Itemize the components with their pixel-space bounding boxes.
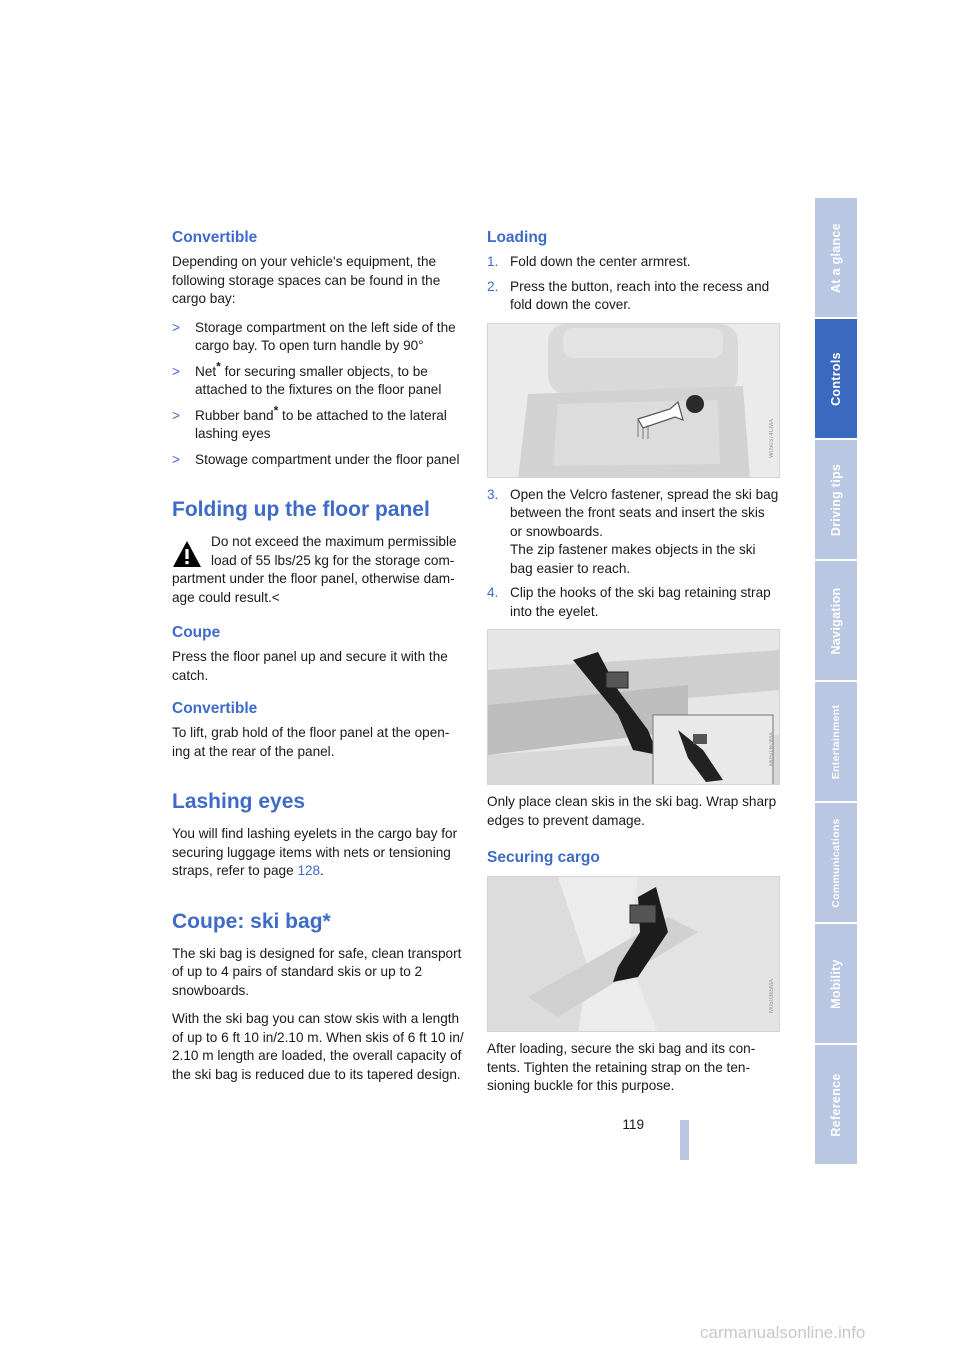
bullet-text: Stowage compartment under the floor panel <box>195 451 460 467</box>
securing-heading: Securing cargo <box>487 849 600 866</box>
skibag-p1: The ski bag is designed for safe, clean transport of up to 4 pairs of standard skis or up to 2 snowboards. <box>172 945 462 998</box>
warning-block <box>172 533 464 607</box>
after-text: After loading, secure the ski bag and its con-tents. Tighten the retaining strap on the ten-sioning buckle for this purpose. <box>487 1041 756 1093</box>
warning-icon <box>172 540 202 568</box>
tab-mobility[interactable] <box>815 924 857 1043</box>
warning-text: Do not exceed the maximum permissible load of 55 lbs/25 kg for the storage com- <box>211 534 457 568</box>
watermark: carmanualsonline.info <box>700 1323 866 1342</box>
tab-label: Driving tips <box>829 463 843 536</box>
loading-step <box>487 584 780 621</box>
left-column <box>172 228 464 1094</box>
skibag-p2: With the ski bag you can stow skis with a length of up to 6 ft 10 in/2.10 m. When skis of 6 ft 10 in/ 2.10 m length are loaded, the overall capacity of the ski bag is reduced due to its tapered design. <box>172 1011 464 1082</box>
storage-list-item <box>172 319 464 356</box>
optional-asterisk: * <box>273 402 279 417</box>
convertible2-text: To lift, grab hold of the floor panel at the open-ing at the rear of the panel. <box>172 725 450 759</box>
tab-reference[interactable] <box>815 1045 857 1164</box>
lashing-text <box>172 825 464 881</box>
bullet-text-rest: for securing smaller objects, to be attached to the fixtures on the floor panel <box>195 363 442 397</box>
bullet-text: Net <box>195 363 217 379</box>
chapter-tabs <box>815 198 857 1166</box>
warning-cont: partment under the floor panel, otherwise dam-age could result. <box>172 571 455 605</box>
coupe-text: Press the floor panel up and secure it with the catch. <box>172 649 448 683</box>
bullet-marker: > <box>172 451 180 467</box>
tab-label: At a glance <box>829 222 843 293</box>
buckle-shape <box>606 672 628 688</box>
figure-code: M050363MA <box>769 731 775 766</box>
step-text: Clip the hooks of the ski bag retaining strap into the eyelet. <box>510 585 771 619</box>
armrest-figure <box>487 323 780 478</box>
cargo-illustration <box>488 877 780 1032</box>
tab-entertainment[interactable] <box>815 682 857 801</box>
page-number: 119 <box>622 1117 644 1132</box>
tab-label: Entertainment <box>830 704 842 779</box>
step-text: Open the Velcro fastener, spread the ski bag between the front seats and insert the skis or snowboards. <box>510 486 779 539</box>
clean-text: Only place clean skis in the ski bag. Wrap sharp edges to prevent damage. <box>487 794 777 828</box>
step-text: Press the button, reach into the recess and fold down the cover. <box>510 278 770 312</box>
step-note: The zip fastener makes objects in the ski bag easier to reach. <box>510 542 756 576</box>
cargo-figure <box>487 876 780 1032</box>
lashing-end: . <box>320 863 324 878</box>
convertible-intro: Depending on your vehicle's equipment, the following storage spaces can be found in the cargo bay: <box>172 254 441 306</box>
strap-illustration <box>488 630 780 785</box>
loading-steps-b <box>487 486 780 622</box>
convertible2-heading: Convertible <box>172 700 258 717</box>
step-text: Fold down the center armrest. <box>510 254 691 269</box>
tab-label: Communications <box>830 817 842 908</box>
storage-list <box>172 319 464 470</box>
buckle-shape <box>630 905 656 923</box>
end-marker: < <box>271 589 280 605</box>
optional-asterisk: * <box>216 358 221 373</box>
storage-list-item <box>172 358 464 400</box>
convertible-heading: Convertible <box>172 229 258 246</box>
tab-controls[interactable] <box>815 319 857 438</box>
loading-heading: Loading <box>487 229 548 246</box>
bullet-marker: > <box>172 319 180 335</box>
bullet-text: Storage compartment on the left side of the cargo bay. To open turn handle by 90° <box>195 319 456 353</box>
tab-label: Mobility <box>829 958 843 1009</box>
figure-code: M050365MA <box>769 978 775 1013</box>
bullet-marker: > <box>172 407 180 423</box>
page-bar <box>680 1120 689 1160</box>
folding-heading: Folding up the floor panel <box>172 498 430 521</box>
tab-communications[interactable] <box>815 803 857 922</box>
loading-step <box>487 486 780 579</box>
step-number: 3. <box>487 486 499 502</box>
right-column <box>487 228 780 1106</box>
bullet-text: Rubber band <box>195 407 274 423</box>
tab-at-a-glance[interactable] <box>815 198 857 317</box>
step-number: 4. <box>487 585 499 600</box>
tab-navigation[interactable] <box>815 561 857 680</box>
storage-list-item <box>172 402 464 444</box>
lashing-heading: Lashing eyes <box>172 790 306 813</box>
lashing-text-main: You will find lashing eyelets in the cargo bay for securing luggage items with nets or tensioning straps, refer to page <box>172 826 458 878</box>
loading-steps-a <box>487 253 780 315</box>
figure-code: W050374CMA <box>769 419 775 459</box>
step-number: 1. <box>487 254 499 269</box>
armrest-illustration <box>488 324 780 478</box>
step-number: 2. <box>487 278 499 294</box>
coupe-heading: Coupe <box>172 624 221 641</box>
loading-step <box>487 278 780 315</box>
tab-label: Controls <box>829 351 843 406</box>
strap-figure <box>487 629 780 785</box>
bullet-marker: > <box>172 363 180 379</box>
tab-driving-tips[interactable] <box>815 440 857 559</box>
skibag-heading: Coupe: ski bag* <box>172 909 331 933</box>
bullet-text-rest: to be attached to the lateral lashing eyes <box>195 407 447 441</box>
loading-step <box>487 253 780 272</box>
tab-label: Reference <box>829 1072 843 1137</box>
tab-label: Navigation <box>829 587 843 654</box>
storage-list-item <box>172 451 464 470</box>
page-link[interactable]: 128 <box>297 863 321 878</box>
